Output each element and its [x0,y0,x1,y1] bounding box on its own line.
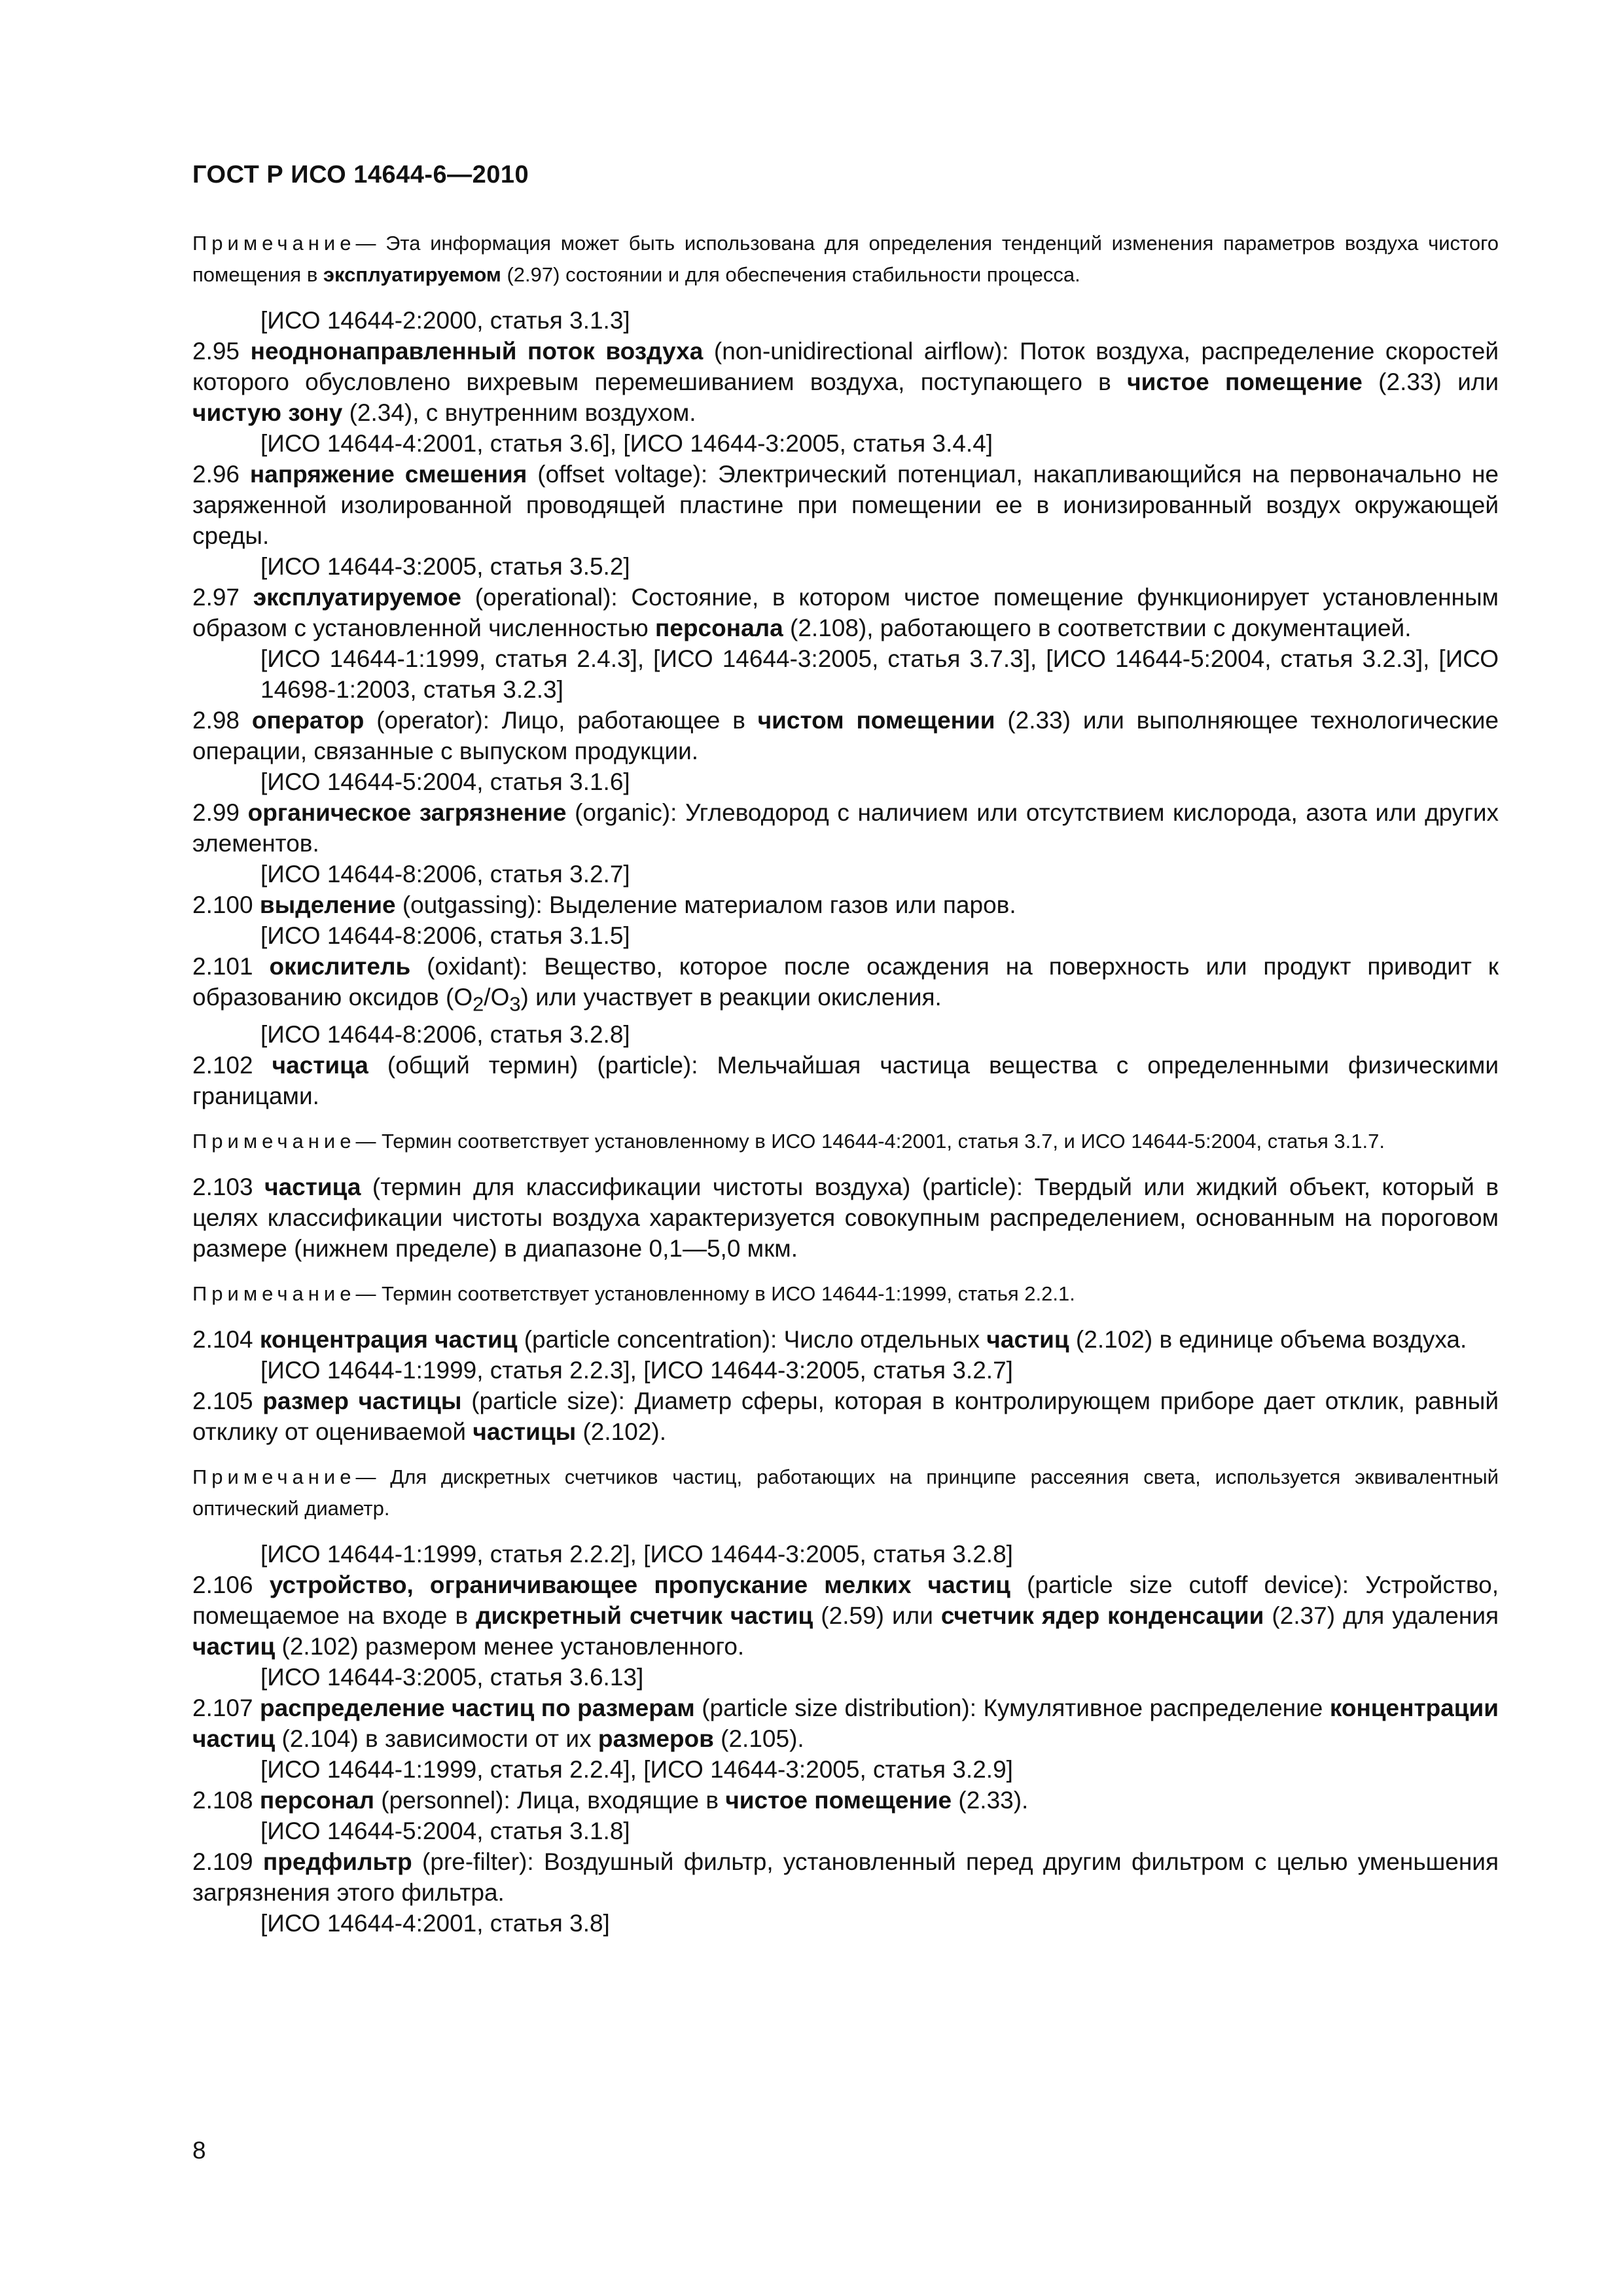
entry-2-103: 2.103 частица (термин для классификации чистоты воздуха) (particle): Твердый или жидкий объект, который в целях классификации чистоты воздуха характеризуется совокупным распределением, основанным на пороговом размере (нижнем пределе) в диапазоне 0,1—5,0 мкм. [192,1174,1499,1263]
reference: [ИСО 14644-8:2006, статья 3.2.7] [260,861,630,888]
entry-2-105: 2.105 размер частицы (particle size): Диаметр сферы, которая в контролирующем приборе дает отклик, равный отклику от оцениваемой частицы (2.102). [192,1388,1499,1446]
entry-2-106: 2.106 устройство, ограничивающее пропускание мелких частиц (particle size cutoff device): Устройство, помещаемое на входе в дискретный счетчик частиц (2.59) или счетчик ядер конденсации (2.37) для удаления частиц (2.102) размером менее установленного. [192,1571,1499,1660]
reference: [ИСО 14644-4:2001, статья 3.6], [ИСО 14644-3:2005, статья 3.4.4] [260,430,993,457]
note-block: Примечание— Для дискретных счетчиков частиц, работающих на принципе рассеяния света, используется эквивалентный оптический диаметр. [192,1465,1499,1520]
reference: [ИСО 14644-3:2005, статья 3.6.13] [260,1664,644,1691]
entry-2-96: 2.96 напряжение смешения (offset voltage): Электрический потенциал, накапливающийся на первоначально не заряженной изолированной проводящей пластине при помещении ее в ионизированный воздух окружающей среды. [192,461,1499,549]
reference: [ИСО 14644-3:2005, статья 3.5.2] [260,553,630,580]
reference: [ИСО 14644-1:1999, статья 2.4.3], [ИСО 14644-3:2005, статья 3.7.3], [ИСО 14644-5:2004, статья 3.2.3], [ИСО 14698-1:2003, статья 3.2.3] [260,645,1499,703]
document-body [192,228,1499,1939]
entry-2-97: 2.97 эксплуатируемое (operational): Состояние, в котором чистое помещение функционирует установленным образом с установленной численностью персонала (2.108), работающего в соответствии с документацией. [192,584,1499,641]
entry-2-98: 2.98 оператор (operator): Лицо, работающее в чистом помещении (2.33) или выполняющее технологические операции, связанные с выпуском продукции. [192,707,1499,764]
reference: [ИСО 14644-5:2004, статья 3.1.6] [260,768,630,795]
entry-2-107: 2.107 распределение частиц по размерам (particle size distribution): Кумулятивное распределение концентрации частиц (2.104) в зависимости от их размеров (2.105). [192,1695,1499,1753]
document-header: ГОСТ Р ИСО 14644-6—2010 [192,161,529,188]
entry-2-101: 2.101 окислитель (oxidant): Вещество, которое после осаждения на поверхность или продукт приводит к образованию оксидов $(O_2/O_3)$ или участвует в реакции окисления. [192,953,1499,1016]
entry-2-109: 2.109 предфильтр (pre-filter): Воздушный фильтр, установленный перед другим фильтром с целью уменьшения загрязнения этого фильтра. [192,1848,1499,1907]
reference: [ИСО 14644-4:2001, статья 3.8] [260,1910,610,1937]
entry-2-100: 2.100 выделение (outgassing): Выделение материалом газов или паров. [192,891,1016,918]
entry-2-104: 2.104 концентрация частиц (particle concentration): Число отдельных частиц (2.102) в единице объема воздуха. [192,1326,1467,1354]
reference: [ИСО 14644-8:2006, статья 3.2.8] [260,1021,630,1049]
reference: [ИСО 14644-1:1999, статья 2.2.4], [ИСО 14644-3:2005, статья 3.2.9] [260,1756,1013,1784]
page-number: 8 [192,2137,206,2164]
note-label: Примечание [192,1130,356,1153]
reference: [ИСО 14644-1:1999, статья 2.2.2], [ИСО 14644-3:2005, статья 3.2.8] [260,1541,1013,1568]
note-label: Примечание [192,1465,356,1489]
note-block: Примечание— Термин соответствует установленному в ИСО 14644-4:2001, статья 3.7, и ИСО 14644-5:2004, статья 3.1.7. [192,1130,1385,1153]
reference: [ИСО 14644-8:2006, статья 3.1.5] [260,922,630,949]
note-block: Примечание— Эта информация может быть использована для определения тенденций изменения параметров воздуха чистого помещения в эксплуатируемом (2.97) состоянии и для обеспечения стабильности процесса. [192,232,1499,286]
entry-2-108: 2.108 персонал (personnel): Лица, входящие в чистое помещение (2.33). [192,1787,1029,1814]
note-block: Примечание— Термин соответствует установленному в ИСО 14644-1:1999, статья 2.2.1. [192,1282,1075,1306]
entry-2-95: 2.95 неоднонаправленный поток воздуха (non-unidirectional airflow): Поток воздуха, распределение скоростей которого обусловлено вихревым перемешиванием воздуха, поступающего в чистое помещение (2.33) или чистую зону (2.34), с внутренним воздухом. [192,338,1499,426]
reference: [ИСО 14644-5:2004, статья 3.1.8] [260,1818,630,1845]
note-label: Примечание [192,1282,356,1306]
reference: [ИСО 14644-2:2000, статья 3.1.3] [260,307,630,334]
note-label: Примечание [192,232,356,255]
reference: [ИСО 14644-1:1999, статья 2.2.3], [ИСО 14644-3:2005, статья 3.2.7] [260,1357,1013,1384]
entry-2-99: 2.99 органическое загрязнение (organic): Углеводород с наличием или отсутствием кислорода, азота или других элементов. [192,799,1499,857]
entry-2-102: 2.102 частица (общий термин) (particle): Мельчайшая частица вещества с определенными физическими границами. [192,1052,1499,1110]
